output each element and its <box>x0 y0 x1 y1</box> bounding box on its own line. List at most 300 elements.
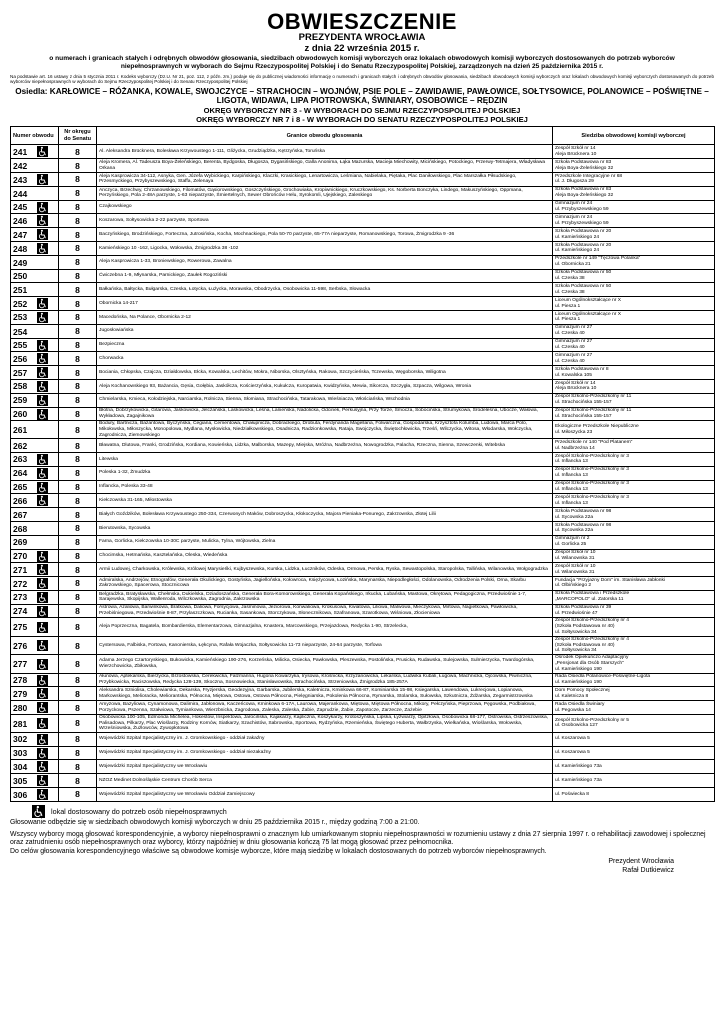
siedziba-line: Zespół Szkolno-Przedszkolny nr 5 <box>555 717 629 723</box>
commission-seat <box>553 228 715 242</box>
district-boundaries: Al. Aleksandra Brücknera, Bolesława Krzywoustego 1-111, Gliżycka, Grudziądzka, Kętrzyńska, Toruńska <box>97 145 553 159</box>
district-boundaries: Czajkowskiego <box>97 200 553 214</box>
district-number: 266 <box>13 495 28 506</box>
district-number-cell <box>11 366 59 380</box>
siedziba-line: ul. Piesza 1 <box>555 303 581 309</box>
table-row <box>11 439 715 453</box>
siedziba-line: Przedszkole nr 140 "Pod Platanem" <box>555 439 633 445</box>
legend-label: lokal dostosowany do potrzeb osób niepełnosprawnych <box>51 806 227 816</box>
siedziba-line: Zespół Szkolno-Przedszkolny nr 3 <box>555 467 629 473</box>
wheelchair-icon <box>37 702 48 713</box>
siedziba-line: ul. Czeska 40 <box>555 358 585 364</box>
district-number: 251 <box>13 285 28 296</box>
senate-district-number: 8 <box>59 494 97 508</box>
district-boundaries: Bociania, Chłopska, Czajcza, Działdowska, Ełcka, Kowalska, Lechitów, Mokra, Niborska, Olsztyńska, Rakowa, Szczycieńska, Tczewska, Węgoborska, Wiligotna <box>97 366 553 380</box>
district-boundaries: Baczyńskiego, Brodzińskiego, Forteczna, Jutrosińska, Kocha, Mochnackiego, Pola 50-70 parzyste, 65-77A nieparzyste, Romanowskiego, Torowa, Żmigrodzka 9 -36 <box>97 228 553 242</box>
wheelchair-icon <box>37 761 48 772</box>
siedziba-line: Szkoła Podstawowa nr 98 <box>555 508 612 514</box>
district-number-cell <box>11 173 59 187</box>
notice-date: z dnia 22 września 2015 r. <box>304 42 420 54</box>
senate-district-number: 8 <box>59 186 97 200</box>
commission-seat <box>553 283 715 297</box>
district-boundaries: Wojewódzki Szpital Specjalistyczny we Wrocławiu Oddział Zamiejscowy <box>97 788 553 802</box>
commission-seat <box>553 241 715 255</box>
table-row <box>11 673 715 687</box>
senate-district-number: 8 <box>59 549 97 563</box>
district-number-cell <box>11 701 59 715</box>
siedziba-line: „Pensjonat dla Osób Starszych" <box>555 661 624 667</box>
commission-seat <box>553 590 715 604</box>
district-number-cell <box>11 379 59 393</box>
wheelchair-icon <box>37 592 48 603</box>
wheelchair-icon <box>37 202 48 213</box>
header-numer: Numer obwodu <box>11 127 59 145</box>
voting-hours: Głosowanie odbędzie się w siedzibach obwodowych komisji wyborczych w dniu 25 października 2015 r., między godziną 7:00 a 21:00. <box>10 818 420 826</box>
district-number-cell <box>11 774 59 788</box>
senate-district-number: 8 <box>59 145 97 159</box>
siedziba-line: Szkoła Podstawowa nr 20 <box>555 228 612 234</box>
siedziba-line: Zespół Szkół nr 14 <box>555 146 596 151</box>
siedziba-line: Ekologiczne Przedszkole Niepubliczne <box>555 423 639 429</box>
siedziba-line: ul. Strachocińska 155-157 <box>555 400 612 406</box>
notice-title: OBWIESZCZENIE <box>267 9 457 34</box>
commission-seat <box>553 173 715 187</box>
senate-district-number: 8 <box>59 774 97 788</box>
wheelchair-icon <box>37 174 48 185</box>
district-boundaries: Aleja Kasprowicza 1-33, Broniewskiego, Rowerowa, Zawalna <box>97 255 553 269</box>
district-number: 252 <box>13 298 28 309</box>
district-boundaries: Chmielarska, Kmieca, Kołodziejska, Narciarska, Rolnicza, Sienna, Słomiana, Strachocińska, Tatarakowa, Wieśniacza, Włościańska, Wschodnia <box>97 393 553 407</box>
district-boundaries: Białych Goździków, Bolesława Krzywoustego 250-334, Czerwonych Maków, Dobroszycka, Kłokoczycka, Majora Pieniaka-Ponurego, Zakrzowska, Złotej Lilii <box>97 508 553 522</box>
table-row <box>11 655 715 673</box>
senate-district-number: 8 <box>59 563 97 577</box>
district-number-cell <box>11 655 59 673</box>
senate-district-number: 8 <box>59 200 97 214</box>
district-number-cell <box>11 159 59 173</box>
district-number: 277 <box>13 659 28 670</box>
district-boundaries: Cystersowa, Falbiska, Fortowa, Kanonierska, Łękcyna, Rafała Wojaczka, Sołtysowicka 11-73 nieparzyste, 24-64 parzyste, Torfowa <box>97 636 553 654</box>
table-row <box>11 590 715 604</box>
senate-district-number: 8 <box>59 636 97 654</box>
district-number-cell <box>11 549 59 563</box>
siedziba-line: ul. Kamieńskiego 190 <box>555 666 602 672</box>
siedziba-line: Szkoła Podstawowa i Przedszkole <box>555 591 630 597</box>
table-row <box>11 687 715 701</box>
commission-seat <box>553 687 715 701</box>
siedziba-line: Zespół Szkół nr 14 <box>555 380 596 386</box>
commission-seat <box>553 673 715 687</box>
district-number: 262 <box>13 440 28 451</box>
siedziba-line: Aleja Boya-Żeleńskiego 32 <box>555 193 614 199</box>
wheelchair-icon <box>37 381 48 392</box>
district-boundaries: Wojewódzki Szpital Specjalistyczny im. J. Gromkowskiego - oddział niezakaźny <box>97 746 553 760</box>
wheelchair-icon <box>37 495 48 506</box>
senate-district-number: 8 <box>59 466 97 480</box>
wheelchair-icon <box>37 312 48 323</box>
commission-seat <box>553 352 715 366</box>
district-number: 247 <box>13 229 28 240</box>
senate-district-number: 8 <box>59 407 97 421</box>
district-number-cell <box>11 393 59 407</box>
commission-seat <box>553 508 715 522</box>
district-number-cell <box>11 673 59 687</box>
district-number-cell <box>11 480 59 494</box>
commission-seat <box>553 760 715 774</box>
siedziba-line: Aleja Brücknera 10 <box>555 386 597 392</box>
legend <box>10 805 714 818</box>
commission-seat <box>553 439 715 453</box>
senate-district-number: 8 <box>59 535 97 549</box>
district-boundaries: Ćwiczebna 1-9, Młynarska, Parnickiego, Zaułek Rogoziński <box>97 269 553 283</box>
senate-district-number: 8 <box>59 255 97 269</box>
siedziba-line: ul. Gorlicka 25 <box>555 542 587 548</box>
siedziba-line: Szkoła Podstawowa nr 83 <box>555 159 612 165</box>
table-row <box>11 159 715 173</box>
district-number-cell <box>11 788 59 802</box>
siedziba-line: (Szkoła Podstawowa nr 40) <box>555 642 615 648</box>
table-row <box>11 338 715 352</box>
commission-seat <box>553 145 715 159</box>
district-number-cell <box>11 200 59 214</box>
district-boundaries: Wojewódzki Szpital Specjalistyczny we Wrocławiu <box>97 760 553 774</box>
district-number: 256 <box>13 353 28 364</box>
district-boundaries: Adama Jerzego Czartoryskiego, Bukowicka, Kamieńskiego 190-276, Korzeńska, Milicka, Osiecka, Pawłowska, Pleszewska, Postolińska, Prusicka, Rudawska, Sulejowska, Sulmierzycka, Twardogórska, Wierzchowicka, Zbiłowska, <box>97 655 553 673</box>
table-row <box>11 760 715 774</box>
wheelchair-icon <box>37 606 48 617</box>
district-number: 275 <box>13 622 28 633</box>
table-row <box>11 241 715 255</box>
senate-district-number: 8 <box>59 655 97 673</box>
district-boundaries: Koszarowa, Sołtysowicka 2-22 parzyste, Sportowa <box>97 214 553 228</box>
wheelchair-icon <box>37 340 48 351</box>
table-row <box>11 228 715 242</box>
wheelchair-icon <box>32 805 45 818</box>
commission-seat <box>553 393 715 407</box>
table-row <box>11 393 715 407</box>
wheelchair-icon <box>37 775 48 786</box>
siedziba-line: ul. Kowalska 105 <box>555 372 592 378</box>
siedziba-line: Szkoła Podstawowa nr 98 <box>555 522 612 528</box>
siedziba-line: ul. Koszarowa 5 <box>555 750 590 756</box>
district-number: 303 <box>13 748 28 759</box>
senate-district-number: 8 <box>59 214 97 228</box>
district-number: 249 <box>13 257 28 268</box>
siedziba-line: ul. Kamieńskiego 73a <box>555 777 602 783</box>
senate-district-number: 8 <box>59 746 97 760</box>
district-number: 244 <box>13 188 28 199</box>
district-number: 305 <box>13 775 28 786</box>
senate-district-number: 8 <box>59 228 97 242</box>
senate-district-number: 8 <box>59 618 97 636</box>
siedziba-line: ul. Inflancka 13 <box>555 500 588 506</box>
table-row <box>11 701 715 715</box>
district-number: 263 <box>13 454 28 465</box>
senate-district-number: 8 <box>59 521 97 535</box>
wheelchair-icon <box>37 564 48 575</box>
wheelchair-icon <box>37 409 48 420</box>
siedziba-line: ul. Sycowska 22a <box>555 528 594 534</box>
commission-seat <box>553 549 715 563</box>
district-number: 280 <box>13 702 28 713</box>
commission-seat <box>553 480 715 494</box>
siedziba-line: Zespół Szkolno-Przedszkolny nr 4 <box>555 618 629 624</box>
commission-seat <box>553 521 715 535</box>
district-number: 257 <box>13 367 28 378</box>
siedziba-line: ul. Inflancka 13 <box>555 473 588 479</box>
commission-seat <box>553 452 715 466</box>
table-row <box>11 186 715 200</box>
district-boundaries: Aleja Kromera, Al. Tadeusza Boya-Żeleńskiego, Berenta, Bydgoska, Długosza, Dygasińskiego, Galla Anonima, Łąka Mazurska, Macieja Miechowity, Micińskiego, Potockiego, Przerwy-Tetmajera, Władysława Orkana <box>97 159 553 173</box>
district-number-cell <box>11 145 59 159</box>
table-row <box>11 379 715 393</box>
district-number-cell <box>11 508 59 522</box>
district-boundaries: Kamieńskiego 10 -162, Ligocka, Wołowska, Żmigrodzka 38 -102 <box>97 241 553 255</box>
senate-district-number: 8 <box>59 241 97 255</box>
table-row <box>11 269 715 283</box>
commission-seat <box>553 636 715 654</box>
siedziba-line: ul. Inflancka 13 <box>555 486 588 492</box>
district-number: 269 <box>13 537 28 548</box>
senate-district-number: 8 <box>59 590 97 604</box>
siedziba-line: (Szkoła Podstawowa nr 40) <box>555 624 615 630</box>
siedziba-line: Liceum Ogólnokształcące nr X <box>555 297 622 303</box>
district-boundaries: Bałkańska, Bałtycka, Bułgarska, Czeska, Łotycka, Łużycka, Morawska, Obodrzycka, Osobowicka 11-598, Serbska, Słowacka <box>97 283 553 297</box>
district-number-cell <box>11 618 59 636</box>
siedziba-line: ul. Czeska 38 <box>555 289 585 295</box>
siedziba-line: Zespół Szkolno-Przedszkolny nr 11 <box>555 394 632 400</box>
siedziba-line: Zespół Szkolno-Przedszkolny nr 4 <box>555 636 629 642</box>
district-number-cell <box>11 732 59 746</box>
siedziba-line: ul. Przybyszewskiego 59 <box>555 206 609 212</box>
header-granice: Granice obwodu głosowania <box>97 127 553 145</box>
district-number-cell <box>11 338 59 352</box>
district-boundaries: Bierutowska, Sycowska <box>97 521 553 535</box>
siedziba-line: ul. Olbińskiego 2 <box>555 583 592 589</box>
commission-seat <box>553 338 715 352</box>
table-row <box>11 577 715 591</box>
district-number-cell <box>11 715 59 733</box>
district-number: 253 <box>13 312 28 323</box>
commission-seat <box>553 255 715 269</box>
commission-seat <box>553 324 715 338</box>
wheelchair-icon <box>37 622 48 633</box>
table-row <box>11 297 715 311</box>
senate-district-number: 8 <box>59 297 97 311</box>
district-number-cell <box>11 283 59 297</box>
siedziba-line: ul. Strachocińska 155-157 <box>555 413 612 419</box>
note-paragraph-2: Do celów głosowania korespondencyjnego właściwe są obwodowe komisje wyborcze, które mają siedzibę w lokalach dostosowanych do potrzeb wyborców niepełnosprawnych. <box>10 847 547 855</box>
wheelchair-icon <box>37 718 48 729</box>
district-boundaries: Aleja Poprzeczna, Bagatela, Bombardierska, Elementarzowa, Gimnazjalna, Knastera, Marcowskiego, Przejazdowa, Redycka 1-90, Strzelecka, <box>97 618 553 636</box>
siedziba-line: Rada Osiedla Świniary <box>555 701 605 707</box>
district-boundaries: Chorwacka <box>97 352 553 366</box>
commission-seat <box>553 407 715 421</box>
wheelchair-icon <box>37 551 48 562</box>
siedziba-line: ul. Piesza 1 <box>555 317 581 323</box>
district-boundaries: Ałunowa, Aptekarska, Bierzycka, Brzostowska, Cerekwicka, Falzmanna, Hugona Kowarzyka, Irysowa, Krośnicka, Krzyżanowicka, Lekarska, Ludwika Kubali, Ługowa, Machnicka, Ojcowska, Piwniczna, Przybkowicka, Raciszowska, Redycka 128-139, Skoczna, Sosnowiecka, Stanisławowska, Strachocińska, Strzeniowska, Żmigrodzka 185-257A <box>97 673 553 687</box>
commission-seat <box>553 421 715 439</box>
siedziba-line: ul. Wilanowska 31 <box>555 555 595 561</box>
siedziba-line: ul. Przedwiośnie 47 <box>555 611 598 617</box>
commission-seat <box>553 732 715 746</box>
table-row <box>11 774 715 788</box>
district-boundaries: Aleja Kasprowicza 34-112, Asnyka, Gen. Józefa Wybickiego, Karpińskiego, Klaczki, Krasickiego, Lenartowicza, Leśmiana, Nabielaka, Piętaka, Plac Daniłowskiego, Plac Marszałka Piłsudskiego, Przesmyckiego, Przybyszewskiego, Staffa, Zelenaya <box>97 173 553 187</box>
siedziba-line: ul. Inflancka 13 <box>555 459 588 465</box>
district-number-cell <box>11 636 59 654</box>
siedziba-line: Gimnazjum nr 24 <box>555 214 593 220</box>
district-boundaries: Osobowicka 100-105, Edmonda Michelea, Hokestów, Inspektowa, Jarocińska, Kajakarzy, Kapliczna, Koszykarzy, Krotoszyńska, Lipska, Łyżwiarzy, Opitzłowa, Osobowicka 68-177, Ostrowska, Ostrzeszowska, Palisadowa, Pilkarzy, Plac Wioślarzy, Rodziny Kornów, Siatkarzy, Szachistów, Sabrowska, Sportowa, Rydzyńska, Rzemieńska, Świętego Huberta, Wałbrzyska, Wielkańska, Wioślarska, Wołowska, Wrześniowska, Żużlowców, Zywopłotowa <box>97 715 553 733</box>
senate-district-number: 8 <box>59 173 97 187</box>
district-number-cell <box>11 186 59 200</box>
senate-district-number: 8 <box>59 379 97 393</box>
district-boundaries: Litewska <box>97 452 553 466</box>
district-number-cell <box>11 297 59 311</box>
wheelchair-icon <box>37 748 48 759</box>
siedziba-line: Szkoła Podstawowa nr 39 <box>555 605 612 611</box>
siedziba-line: Przedszkole nr 149 "Tęczowa Polanka" <box>555 256 641 262</box>
table-row <box>11 732 715 746</box>
commission-seat <box>553 494 715 508</box>
district-number: 306 <box>13 789 28 800</box>
wheelchair-icon <box>37 468 48 479</box>
table-row <box>11 494 715 508</box>
table-row <box>11 746 715 760</box>
district-number-cell <box>11 760 59 774</box>
district-number: 242 <box>13 160 28 171</box>
district-number: 265 <box>13 482 28 493</box>
district-number-cell <box>11 466 59 480</box>
siedziba-line: „MARCOPOLO" ul. Zatorska 11 <box>555 597 624 603</box>
districts-list: Osiedla: KARŁOWICE – RÓŻANKA, KOWALE, SWOJCZYCE – STRACHOCIN – WOJNÓW, PSIE POLE – ZAWIDAWIE, PAWŁOWICE, SOŁTYSOWICE, POLANOWICE – POŚWIĘTNE – LIGOTA, WIDAWA, LIPA PIOTROWSKA, ŚWINIARY, OSOBOWICE – RĘDZIN <box>15 86 709 106</box>
district-number: 281 <box>13 718 28 729</box>
district-number: 276 <box>13 640 28 651</box>
siedziba-line: Liceum Ogólnokształcące nr X <box>555 311 622 317</box>
district-number-cell <box>11 352 59 366</box>
district-number-cell <box>11 228 59 242</box>
table-row <box>11 636 715 654</box>
commission-seat <box>553 715 715 733</box>
siedziba-line: Zespół Szkolno-Przedszkolny nr 3 <box>555 494 629 500</box>
siedziba-line: Szkoła Podstawowa nr 50 <box>555 283 612 289</box>
siedziba-line: Przedszkole Integracyjne nr 68 <box>555 173 623 179</box>
district-boundaries: Bezpieczna <box>97 338 553 352</box>
wheelchair-icon <box>37 482 48 493</box>
siedziba-line: Fundacja "Przyjazny Dom" im. Stanisława Jabłonki <box>555 577 666 583</box>
district-number: 274 <box>13 606 28 617</box>
district-number-cell <box>11 310 59 324</box>
siedziba-line: Gimnazjum nr 2 <box>555 536 590 542</box>
district-boundaries: Amyzowa, Bazyliowa, Cynamonowa, Dalimira, Jabłonowa, Kaczeńcowa, Kminkowa 6-17A, Laurowa, Majerankowa, Miętowa, Miętowa Północna, Mikory, Pełczyńska, Pieprzowa, Pęgowska, Podbiałowa, Porzyckowa, Pszenna, Szałwiowa, Tymiankowa, Wierzbnicka, Zagrodowa, Zaleska, Zaleska, Żabie, Zaprudzie, Żabie, Zapotocze, Zarzecze, Zażebie <box>97 701 553 715</box>
siedziba-line: ul. Kamieńskiego 24 <box>555 234 600 240</box>
district-number-cell <box>11 421 59 439</box>
district-number: 270 <box>13 551 28 562</box>
district-boundaries: Admiralska, Andrzejów, Etnografów, Generała Okulickiego, Gostyńska, Jagiellońska, Kołowroca, Księżycowa, Łozińska, Marynarska, Niepodległości, Odolanowska, Odrodzenia Polski, Orna, Skarbu Zakrzowskiego, Spacerowa, Stocznicowa <box>97 577 553 591</box>
table-row <box>11 214 715 228</box>
commission-seat <box>553 186 715 200</box>
notice-issuer: PREZYDENTA WROCŁAWIA <box>298 32 426 43</box>
district-number-cell <box>11 452 59 466</box>
wheelchair-icon <box>37 229 48 240</box>
senate-district-number: 8 <box>59 788 97 802</box>
header-okreg: Nr okręgu do Senatu <box>59 127 97 145</box>
siedziba-line: Szkoła Podstawowa nr 50 <box>555 270 612 276</box>
commission-seat <box>553 618 715 636</box>
table-body <box>11 145 715 801</box>
commission-seat <box>553 655 715 673</box>
siedziba-line: ul. Kamieńskiego 73a <box>555 763 602 769</box>
table-row <box>11 200 715 214</box>
table-row <box>11 310 715 324</box>
district-number: 278 <box>13 675 28 686</box>
table-header-row <box>11 127 715 145</box>
district-number-cell <box>11 269 59 283</box>
senate-district: OKRĘG WYBORCZY NR 7 i 8 - W WYBORACH DO SENATU RZECZYPOSPOLITEJ POLSKIEJ <box>196 115 528 125</box>
wheelchair-icon <box>37 675 48 686</box>
wheelchair-icon <box>37 298 48 309</box>
table-row <box>11 452 715 466</box>
district-number: 254 <box>13 326 28 337</box>
siedziba-line: ul. Sycowska 22a <box>555 514 594 520</box>
district-number: 245 <box>13 202 28 213</box>
table-row <box>11 508 715 522</box>
district-number-cell <box>11 535 59 549</box>
district-boundaries: Obornicka 14-217 <box>97 297 553 311</box>
siedziba-line: Zespół Szkolno-Przedszkolny nr 3 <box>555 481 629 487</box>
siedziba-line: Zespół Szkół nr 10 <box>555 563 596 569</box>
district-number-cell <box>11 439 59 453</box>
senate-district-number: 8 <box>59 269 97 283</box>
siedziba-line: Gimnazjum nr 24 <box>555 201 593 207</box>
senate-district-number: 8 <box>59 421 97 439</box>
siedziba-line: Zespół Szkolno-Przedszkolny nr 11 <box>555 408 632 414</box>
commission-seat <box>553 366 715 380</box>
district-boundaries: Aleksandra Szniolisa, Cholewiarska, Dekarska, Fryzjerska, Geodezyjna, Garbarska, Jubilerska, Kaletnicza, Kminkowa 66-87, Kominiarska 15-98, Ksiegarska, Lawendowa, Lukrecjowa, Lopianowa, Markowskiego, Melioracka, Meliorantska, Północna, Miętowa, Ostowa, Ostowa Północna, Pielęgniarska, Pokolenia Północna, Rymarska, Stolarska, Sułowska, Szkutnicza, Żdżarska, Zegarmistrzowska <box>97 687 553 701</box>
siedziba-line: Aleja Boya-Żeleńskiego 32 <box>555 165 614 171</box>
table-row <box>11 366 715 380</box>
sejm-district: OKRĘG WYBORCZY NR 3 - W WYBORACH DO SEJMU RZECZYPOSPOLITEJ POLSKIEJ <box>203 106 521 115</box>
district-boundaries: Bodury, Bartnicza, Bażantowa, Byczyńska, Cegiana, Cementowa, Chałupnicza, Dobrackiego, Drobuta, Ferdynanda Magellana, Folwarczna, Gospodarska, Krzysztofa Kolumba, Ludowa, Marca Polo, Mikołowska, Miłoszycka, Monopolowa, Mydlana, Mysłowicka, Niedziałkowskiego, Osadnicza, Radzionkowska, Rataja, Swojczycka, Świętochłowicka, Trześń, Wilczycka, Witosa, Włodarska, Wołczycka, Zagrodnicza, Ziemowskiego <box>97 421 553 439</box>
district-number: 273 <box>13 592 28 603</box>
district-boundaries: Inflancka, Poleska 33-48 <box>97 480 553 494</box>
wheelchair-icon <box>37 454 48 465</box>
table-row <box>11 535 715 549</box>
wheelchair-icon <box>37 215 48 226</box>
siedziba-line: ul. Pegowska 14 <box>555 707 591 713</box>
siedziba-line: Szkoła Podstawowa nr 20 <box>555 242 612 248</box>
siedziba-line: ul. Koszarowa 5 <box>555 736 590 742</box>
siedziba-line: Dom Pomocy Społecznej <box>555 688 610 694</box>
siedziba-line: ul. Czeska 40 <box>555 331 585 337</box>
siedziba-line: Gimnazjum nr 27 <box>555 352 593 358</box>
district-number-cell <box>11 590 59 604</box>
table-row <box>11 563 715 577</box>
siedziba-line: ul. Czeska 40 <box>555 344 585 350</box>
siedziba-line: ul. Sołtysowicka 34 <box>555 630 597 636</box>
senate-district-number: 8 <box>59 577 97 591</box>
note-paragraph-1: Wszyscy wyborcy mogą głosować korespondencyjnie, a wyborcy niepełnosprawni o znacznym lub umiarkowanym stopniu niepełnosprawności w rozumieniu ustawy z dnia 27 sierpnia 1997 r. o rehabilitacji zawodowej i społecznej oraz zatrudnieniu osób niepełnosprawnych oraz wyborcy, którzy najpóźniej w dniu głosowania kończą 75 lat mogą głosować przez pełnomocnika. <box>10 831 706 847</box>
district-boundaries: Farna, Gorlicka, Kiełczowska 10-30C parzyste, Mulicka, Tylna, Wójtowska, Zielna <box>97 535 553 549</box>
table-row <box>11 549 715 563</box>
legal-basis: Na podstawie art. 16 ustawy z dnia 5 stycznia 2011 r. Kodeks wyborczy (Dz.U. Nr 21, poz. 112, z późn. zm.) podaje się do publicznej wiadomości informację o numerach i granicach stałych i odrębnych obwodów głosowania, siedzibach obwodowych komisji wyborczych oraz lokalach obwodowych komisji wyborczych dostosowanych do potrzeb wyborców niepełnosprawnych w wyborach do Sejmu Rzeczypospolitej Polskiej i do Senatu Rzeczypospolitej Polskiej <box>10 74 714 85</box>
table-row <box>11 324 715 338</box>
senate-district-number: 8 <box>59 452 97 466</box>
table-row <box>11 604 715 618</box>
siedziba-line: ul. Osobowicka 127 <box>555 723 598 729</box>
wheelchair-icon <box>37 353 48 364</box>
senate-district-number: 8 <box>59 508 97 522</box>
district-boundaries: Poleska 1-32, Żmudzka <box>97 466 553 480</box>
senate-district-number: 8 <box>59 366 97 380</box>
